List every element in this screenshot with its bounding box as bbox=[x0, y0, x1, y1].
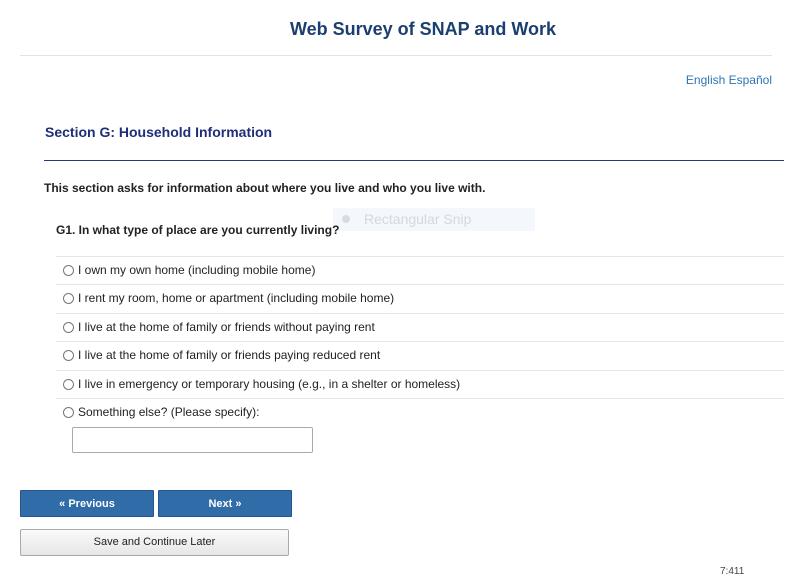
radio-option-label: I live at the home of family or friends paying reduced rent bbox=[78, 348, 381, 362]
radio-button-icon[interactable] bbox=[63, 407, 74, 418]
snip-overlay-text: Rectangular Snip bbox=[364, 211, 472, 227]
snip-overlay-ghost bbox=[333, 208, 535, 231]
radio-option-label: I live in emergency or temporary housing (e.g., in a shelter or homeless) bbox=[78, 377, 461, 391]
radio-button-icon[interactable] bbox=[63, 265, 74, 276]
spanish-link[interactable]: Español bbox=[728, 73, 772, 87]
specify-input[interactable] bbox=[72, 427, 313, 453]
radio-button-icon[interactable] bbox=[63, 293, 74, 304]
radio-button-icon[interactable] bbox=[63, 379, 74, 390]
snip-dot-icon bbox=[342, 215, 350, 223]
section-divider bbox=[44, 160, 784, 161]
radio-option-family-no-rent[interactable] bbox=[56, 313, 784, 341]
radio-option-label: I live at the home of family or friends without paying rent bbox=[78, 320, 375, 334]
radio-option-label: I own my own home (including mobile home) bbox=[78, 263, 316, 277]
header-divider bbox=[20, 55, 772, 56]
radio-option-label: Something else? (Please specify): bbox=[78, 405, 260, 419]
radio-option-rent[interactable] bbox=[56, 284, 784, 312]
radio-button-icon[interactable] bbox=[63, 350, 74, 361]
previous-button[interactable]: « Previous bbox=[20, 490, 154, 517]
radio-option-own-home[interactable] bbox=[56, 256, 784, 284]
radio-option-emergency-housing[interactable] bbox=[56, 370, 784, 398]
radio-option-label: I rent my room, home or apartment (including mobile home) bbox=[78, 291, 395, 305]
next-button[interactable]: Next » bbox=[158, 490, 292, 517]
language-switcher bbox=[686, 73, 772, 87]
footer-code: 7:411 bbox=[720, 566, 745, 577]
radio-option-something-else[interactable] bbox=[56, 398, 784, 426]
save-continue-later-button[interactable]: Save and Continue Later bbox=[20, 529, 289, 556]
section-intro: This section asks for information about where you live and who you live with. bbox=[44, 181, 486, 195]
radio-option-family-reduced-rent[interactable] bbox=[56, 341, 784, 369]
survey-title: Web Survey of SNAP and Work bbox=[289, 19, 557, 39]
section-title: Section G: Household Information bbox=[45, 124, 273, 140]
question-text: G1. In what type of place are you currently living? bbox=[56, 223, 340, 237]
english-link[interactable]: English bbox=[685, 73, 726, 87]
radio-button-icon[interactable] bbox=[63, 322, 74, 333]
